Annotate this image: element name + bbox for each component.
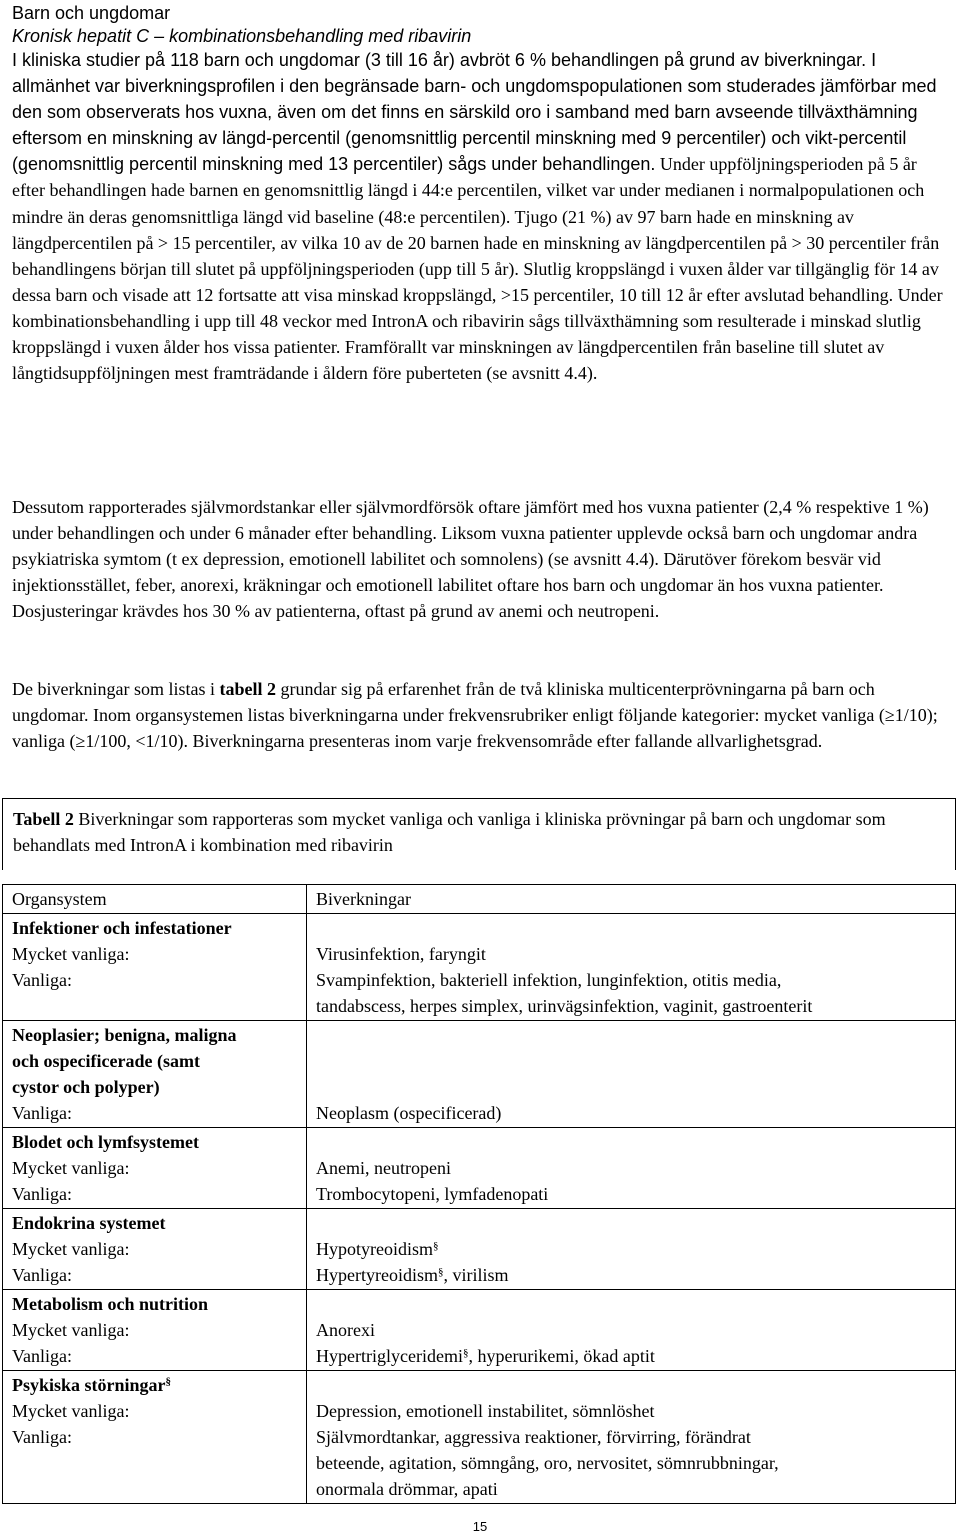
freq-label: Mycket vanliga: [12, 1320, 130, 1340]
paragraph-frequency [12, 676, 948, 754]
freq-label: Mycket vanliga: [12, 1239, 130, 1259]
reaction-text: Trombocytopeni, lymfadenopati [316, 1184, 549, 1204]
subsection-heading: Kronisk hepatit C – kombinationsbehandling med ribavirin [12, 26, 472, 46]
p3-part-b: grundar sig på erfarenhet från de två kliniska multicenterprövningarna på barn och ungdomar. Inom organsystemen listas biverkningarna under frekvensrubriker enligt följande kategorier: mycket vanliga ( [12, 679, 885, 726]
section-mark: § [433, 1240, 439, 1252]
reaction-cell [307, 1290, 956, 1371]
freq-label: Vanliga: [12, 1427, 72, 1447]
reaction-text: Hypertyreoidism§, virilism [316, 1265, 509, 1285]
table-caption-label: Tabell 2 [13, 809, 74, 829]
freq-label: Mycket vanliga: [12, 1158, 130, 1178]
freq-label: Vanliga: [12, 1184, 72, 1204]
organ-cell [3, 1371, 307, 1504]
organ-name: Neoplasier; benigna, maligna [12, 1025, 237, 1045]
ge-symbol: ≥ [75, 731, 86, 752]
table-row [3, 1209, 956, 1290]
table-caption-text [13, 806, 943, 858]
adverse-reactions-table [2, 884, 956, 1504]
organ-name: Endokrina systemet [12, 1213, 166, 1233]
table-row [3, 1371, 956, 1504]
freq-label: Mycket vanliga: [12, 944, 130, 964]
freq-label: Mycket vanliga: [12, 1401, 130, 1421]
reaction-text: Självmordtankar, aggressiva reaktioner, förvirring, förändrat [316, 1427, 751, 1447]
p3-part-c: 1/10); vanliga ( [12, 705, 938, 752]
section-mark: § [437, 1266, 444, 1278]
reaction-cell [307, 1128, 956, 1209]
table-caption [2, 798, 956, 870]
section-heading: Barn och ungdomar [12, 3, 171, 23]
reaction-text: Hypotyreoidism§ [316, 1239, 439, 1259]
reaction-text: Anorexi [316, 1320, 375, 1340]
organ-name: Infektioner och infestationer [12, 918, 232, 938]
section-mark: § [165, 1376, 172, 1388]
p3-part-d: 1/100, <1/10). Biverkningarna presenteras inom varje frekvensområde efter fallande allvarlighetsgrad. [85, 731, 823, 752]
organ-name: cystor och polyper) [12, 1077, 160, 1097]
paragraph-psychiatric: Dessutom rapporterades självmordstankar eller självmordförsök oftare jämfört med hos vuxna patienter (2,4 % respektive 1 %) under behandlingen och under 6 månader efter behandling. Liksom vuxna patienter upplevde också barn och ungdomar andra psykiatriska symtom (t ex depression, emotionell labilitet och somnolens) (se avsnitt 4.4). Därutöver förekom besvär vid injektionsstället, feber, anorexi, kräkningar och emotionell labilitet oftare hos barn och ungdomar än hos vuxna patienter. Dosjusteringar krävdes hos 30 % av patienterna, oftast på grund av anemi och neutropeni. [12, 497, 929, 622]
reaction-text: Anemi, neutropeni [316, 1158, 451, 1178]
organ-cell [3, 1290, 307, 1371]
header-biverkningar: Biverkningar [307, 885, 956, 914]
organ-name: Blodet och lymfsystemet [12, 1132, 199, 1152]
freq-label: Vanliga: [12, 970, 72, 990]
reaction-text: onormala drömmar, apati [316, 1479, 498, 1499]
organ-cell [3, 1128, 307, 1209]
freq-label: Vanliga: [12, 1265, 72, 1285]
organ-cell [3, 914, 307, 1021]
section-mark: § [462, 1347, 469, 1359]
reaction-text: beteende, agitation, sömngång, oro, nervositet, sömnrubbningar, [316, 1453, 779, 1473]
table-row [3, 914, 956, 1021]
table-reference: tabell 2 [219, 679, 276, 699]
p3-part-a: De biverkningar som listas i [12, 679, 220, 699]
reaction-text: Neoplasm (ospecificerad) [316, 1103, 502, 1123]
table-header-row [3, 885, 956, 914]
reaction-text: tandabscess, herpes simplex, urinvägsinfektion, vaginit, gastroenterit [316, 996, 813, 1016]
header-organsystem: Organsystem [3, 885, 307, 914]
reaction-text: Virusinfektion, faryngit [316, 944, 486, 964]
organ-name: Metabolism och nutrition [12, 1294, 208, 1314]
page-number: 15 [472, 1519, 488, 1534]
table-row [3, 1290, 956, 1371]
reaction-cell [307, 1021, 956, 1128]
table-caption-body: Biverkningar som rapporteras som mycket vanliga och vanliga i kliniska prövningar på barn och ungdomar som behandlats med IntronA i kombination med ribavirin [13, 809, 886, 855]
reaction-cell [307, 914, 956, 1021]
reaction-cell [307, 1371, 956, 1504]
paragraph-growth [12, 47, 948, 386]
organ-name: och ospecificerade (samt [12, 1051, 200, 1071]
organ-cell [3, 1209, 307, 1290]
paragraph-growth-sans: I kliniska studier på 118 barn och ungdomar (3 till 16 år) avbröt 6 % behandlingen på grund av biverkningar. I allmänhet var biverkningsprofilen i den begränsade barn- och ungdomspopulationen som studerades jämförbar med den som observerats hos vuxna, även om det finns en särskild oro i samband med barn avseende tillväxthämning eftersom en minskning av längd-percentil (genomsnittlig percentil minskning med 9 percentiler) och vikt-percentil (genomsnittlig percentil minskning med 13 percentiler) sågs under behandlingen. [12, 50, 937, 175]
organ-cell [3, 1021, 307, 1128]
ge-symbol: ≥ [884, 705, 895, 726]
freq-label: Vanliga: [12, 1103, 72, 1123]
table-row [3, 1128, 956, 1209]
reaction-cell [307, 1209, 956, 1290]
organ-name: Psykiska störningar§ [12, 1375, 172, 1395]
reaction-text: Hypertriglyceridemi§, hyperurikemi, ökad aptit [316, 1346, 655, 1366]
reaction-text: Depression, emotionell instabilitet, sömnlöshet [316, 1401, 655, 1421]
reaction-text: Svampinfektion, bakteriell infektion, lunginfektion, otitis media, [316, 970, 782, 990]
paragraph-growth-serif: Under uppföljningsperioden på 5 år efter behandlingen hade barnen en genomsnittlig längd i 44:e percentilen, vilket var under medianen i normalpopulationen och mindre än deras genomsnittliga längd vid baseline (48:e percentilen). Tjugo (21 %) av 97 barn hade en minskning av längdpercentilen på > 15 percentiler, av vilka 10 av de 20 barnen hade en minskning av längdpercentilen på > 30 percentiler från behandlingens början till slutet på uppföljningsperioden (upp till 5 år). Slutlig kroppslängd i vuxen ålder var tillgänglig för 14 av dessa barn och visade att 12 fortsatte att visa minskad kroppslängd, >15 percentiler, 10 till 12 år efter avslutad behandling. Under kombinationsbehandling i upp till 48 veckor med IntronA och ribavirin sågs tillväxthämning som resulterade i minskad slutlig kroppslängd i vuxen ålder hos vissa patienter. Framförallt var minskningen av längdpercentilen från baseline till slutet av långtidsuppföljningen mest framträdande i åldern före puberteten (se avsnitt 4.4). [12, 154, 943, 384]
freq-label: Vanliga: [12, 1346, 72, 1366]
table-row [3, 1021, 956, 1128]
